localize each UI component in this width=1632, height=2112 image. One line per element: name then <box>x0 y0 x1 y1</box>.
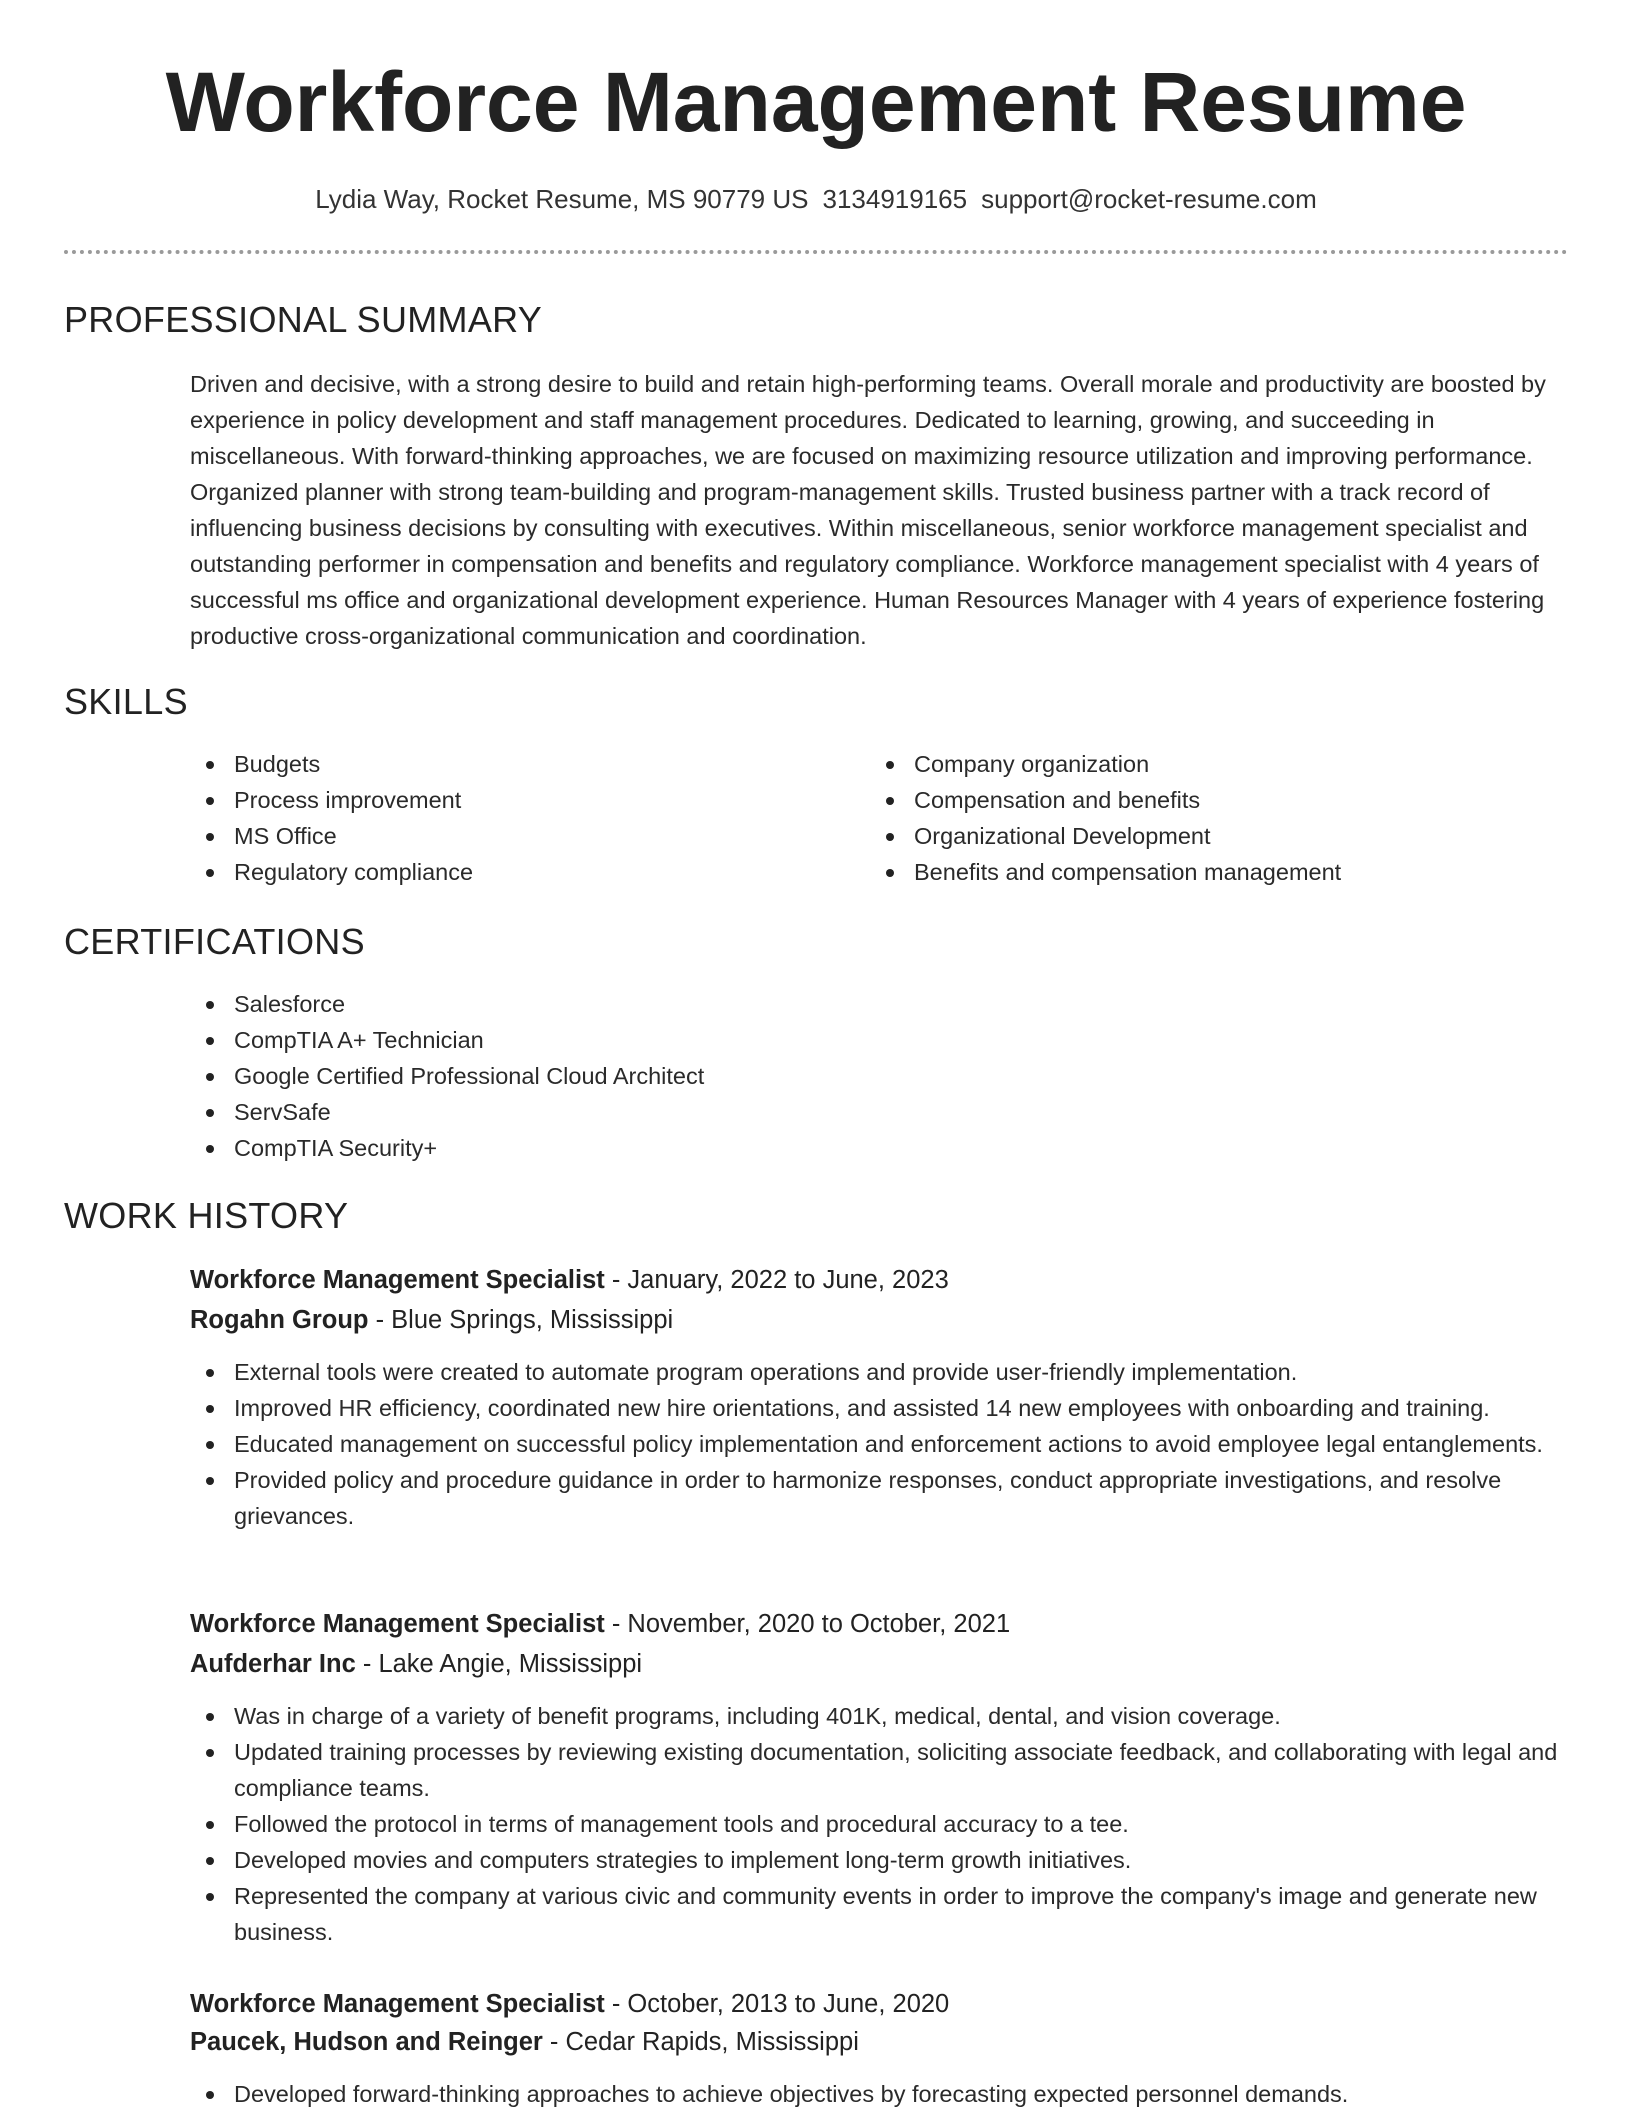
list-item: External tools were created to automate program operations and provide user-friendly implementation. <box>190 1354 1580 1390</box>
list-item: Budgets <box>190 746 830 782</box>
job-title: Workforce Management Specialist <box>190 1266 605 1294</box>
job-company: Rogahn Group <box>190 1306 369 1334</box>
certifications-heading: CERTIFICATIONS <box>64 921 365 962</box>
job-dates: - January, 2022 to June, 2023 <box>604 1266 949 1294</box>
summary-heading: PROFESSIONAL SUMMARY <box>64 299 543 340</box>
contact-phone: 3134919165 <box>822 184 968 214</box>
job-location: - Cedar Rapids, Mississippi <box>542 2028 859 2056</box>
list-item: CompTIA A+ Technician <box>190 1022 1570 1058</box>
list-item: Regulatory compliance <box>190 854 830 890</box>
skills-list-right <box>870 746 1570 890</box>
job-2-bullets <box>190 1698 1580 1950</box>
list-item: Salesforce <box>190 986 1570 1022</box>
job-1-bullets <box>190 1354 1580 1534</box>
job-3-bullets <box>190 2076 1580 2112</box>
work-history-heading: WORK HISTORY <box>64 1195 349 1236</box>
job-company: Paucek, Hudson and Reinger <box>190 2028 543 2056</box>
job-location: - Blue Springs, Mississippi <box>368 1306 674 1334</box>
job-company: Aufderhar Inc <box>190 1650 356 1678</box>
summary-text: Driven and decisive, with a strong desire to build and retain high-performing teams. Overall morale and productivity are boosted by experience in policy development and staff management procedures. Dedicated to learning, growing, and succeeding in miscellaneous. With forward-thinking approaches, we are focused on maximizing resource utilization and improving performance. Organized planner with strong team-building and program-management skills. Trusted business partner with a track record of influencing business decisions by consulting with executives. Within miscellaneous, senior workforce management specialist and outstanding performer in compensation and benefits and regulatory compliance. Workforce management specialist with 4 years of successful ms office and organizational development experience. Human Resources Manager with 4 years of experience fostering productive cross-organizational communication and coordination. <box>190 371 1546 649</box>
job-dates: - November, 2020 to October, 2021 <box>604 1610 1011 1638</box>
contact-email: support@rocket-resume.com <box>981 184 1317 214</box>
list-item: Provided policy and procedure guidance in order to harmonize responses, conduct appropriate investigations, and resolve grievances. <box>190 1462 1580 1534</box>
skills-list-left <box>190 746 830 890</box>
certifications-list <box>190 986 1570 1166</box>
list-item: Compensation and benefits <box>870 782 1570 818</box>
job-2-title-line <box>190 1606 1010 1642</box>
contact-line <box>0 182 1632 216</box>
list-item: Improved HR efficiency, coordinated new hire orientations, and assisted 14 new employees with onboarding and training. <box>190 1390 1580 1426</box>
job-title: Workforce Management Specialist <box>190 1990 605 2018</box>
list-item: Benefits and compensation management <box>870 854 1570 890</box>
job-3-company-line <box>190 2024 859 2060</box>
job-title: Workforce Management Specialist <box>190 1610 605 1638</box>
job-3-title-line <box>190 1986 949 2022</box>
list-item: Organizational Development <box>870 818 1570 854</box>
list-item: Was in charge of a variety of benefit programs, including 401K, medical, dental, and vision coverage. <box>190 1698 1580 1734</box>
resume-title: Workforce Management Resume <box>165 55 1467 149</box>
list-item: Updated training processes by reviewing existing documentation, soliciting associate feedback, and collaborating with legal and compliance teams. <box>190 1734 1580 1806</box>
job-dates: - October, 2013 to June, 2020 <box>604 1990 950 2018</box>
list-item: Company organization <box>870 746 1570 782</box>
job-2-company-line <box>190 1646 642 1682</box>
header-divider <box>64 250 1568 254</box>
job-1-company-line <box>190 1302 673 1338</box>
contact-address: Lydia Way, Rocket Resume, MS 90779 US <box>315 184 809 214</box>
list-item: Educated management on successful policy implementation and enforcement actions to avoid employee legal entanglements. <box>190 1426 1580 1462</box>
skills-heading: SKILLS <box>64 681 188 722</box>
list-item: Developed forward-thinking approaches to achieve objectives by forecasting expected personnel demands. <box>190 2076 1580 2112</box>
list-item: ServSafe <box>190 1094 1570 1130</box>
list-item: MS Office <box>190 818 830 854</box>
list-item: Process improvement <box>190 782 830 818</box>
list-item: Developed movies and computers strategies to implement long-term growth initiatives. <box>190 1842 1580 1878</box>
list-item: Google Certified Professional Cloud Architect <box>190 1058 1570 1094</box>
list-item: Followed the protocol in terms of management tools and procedural accuracy to a tee. <box>190 1806 1580 1842</box>
list-item: Represented the company at various civic and community events in order to improve the company's image and generate new business. <box>190 1878 1580 1950</box>
list-item: CompTIA Security+ <box>190 1130 1570 1166</box>
job-1-title-line <box>190 1262 949 1298</box>
job-location: - Lake Angie, Mississippi <box>355 1650 643 1678</box>
